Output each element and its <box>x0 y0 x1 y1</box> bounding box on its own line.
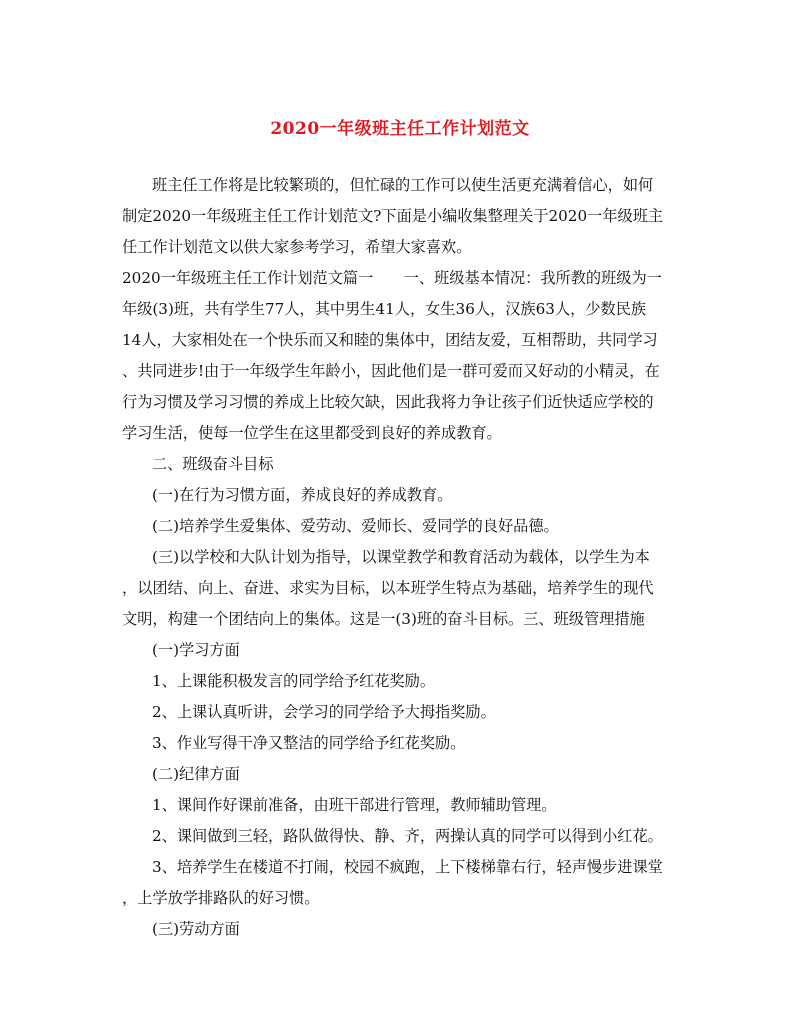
list-item: 2、课间做到三轻，路队做得快、静、齐，两操认真的同学可以得到小红花。 <box>152 827 663 845</box>
list-item: 1、课间作好课前准备，由班干部进行管理，教师辅助管理。 <box>152 796 557 814</box>
list-item: 1、上课能积极发言的同学给予红花奖励。 <box>152 672 436 690</box>
paragraph-line: 、共同进步!由于一年级学生年龄小，因此他们是一群可爱而又好动的小精灵，在 <box>122 362 660 380</box>
paragraph-line: 班主任工作将是比较繁琐的，但忙碌的工作可以使生活更充满着信心，如何 <box>152 176 654 194</box>
document-title: 2020一年级班主任工作计划范文 <box>270 119 530 139</box>
paragraph-line: ，以团结、向上、奋进、求实为目标，以本班学生特点为基础，培养学生的现代 <box>122 579 654 597</box>
paragraph-line: 年级(3)班，共有学生77人，其中男生41人，女生36人，汉族63人，少数民族 <box>122 300 647 318</box>
paragraph-line: 2020一年级班主任工作计划范文篇一 一、班级基本情况：我所教的班级为一 <box>122 269 662 287</box>
list-item: 2、上课认真听讲，会学习的同学给予大拇指奖励。 <box>152 703 496 721</box>
paragraph-line: (二)培养学生爱集体、爱劳动、爱师长、爱同学的良好品德。 <box>152 517 559 535</box>
paragraph-line: 行为习惯及学习习惯的养成上比较欠缺，因此我将力争让孩子们近快适应学校的 <box>122 393 654 411</box>
paragraph-line: 制定2020一年级班主任工作计划范文?下面是小编收集整理关于2020一年级班主 <box>122 207 664 225</box>
paragraph-line: (一)在行为习惯方面，养成良好的养成教育。 <box>152 486 453 504</box>
section-heading: (二)纪律方面 <box>152 765 240 783</box>
paragraph-line: 14人，大家相处在一个快乐而又和睦的集体中，团结友爱，互相帮助，共同学习 <box>122 331 658 349</box>
paragraph-line: 文明，构建一个团结向上的集体。这是一(3)班的奋斗目标。三、班级管理措施 <box>122 610 645 628</box>
section-heading: (三)劳动方面 <box>152 920 240 938</box>
section-heading: 二、班级奋斗目标 <box>152 455 274 473</box>
list-item: 3、作业写得干净又整洁的同学给予红花奖励。 <box>152 734 466 752</box>
paragraph-line: ，上学放学排路队的好习惯。 <box>122 889 320 907</box>
section-heading: (一)学习方面 <box>152 641 240 659</box>
paragraph-line: (三)以学校和大队计划为指导，以课堂教学和教育活动为载体，以学生为本 <box>152 548 650 566</box>
paragraph-line: 学习生活，使每一位学生在这里都受到良好的养成教育。 <box>122 424 502 442</box>
paragraph-line: 任工作计划范文以供大家参考学习，希望大家喜欢。 <box>122 238 472 256</box>
list-item: 3、培养学生在楼道不打闹，校园不疯跑，上下楼梯靠右行，轻声慢步进课堂 <box>152 858 663 876</box>
